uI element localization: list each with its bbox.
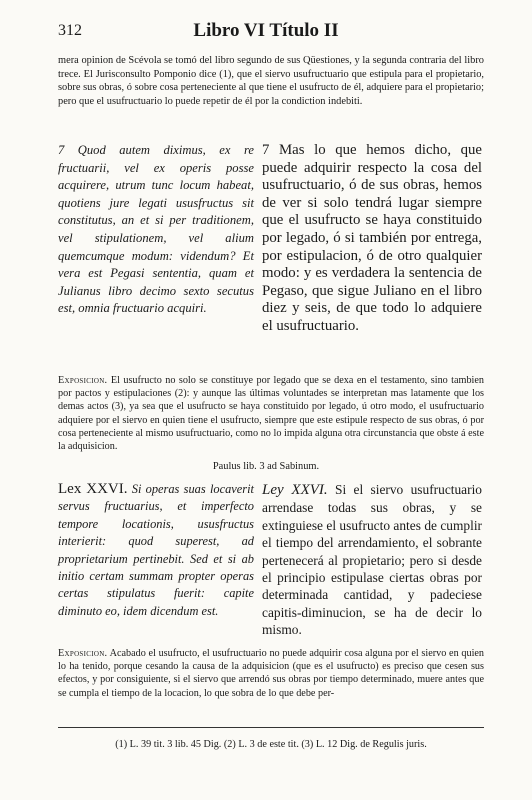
exposicion-2-label: Exposicion. xyxy=(58,648,108,659)
exposicion-2 xyxy=(58,647,484,700)
running-title: Libro VI Título II xyxy=(193,20,339,41)
spanish-ley-26 xyxy=(262,481,482,639)
exposicion-2-text: Acabado el usufructo, el usufructuario no puede adquirir cosa alguna por el siervo en quien lo ha tenido, porque cesando la causa de la adquisicion (que es el usufructo) es preciso que cesen sus efectos, y por consiguiente, si el siervo que arrendó sus obras por tiempo determinado, muere antes que se cumpla el tiempo de la locacion, lo que sobra de lo que debe per- xyxy=(58,648,485,699)
running-header xyxy=(58,22,474,48)
exposicion-1 xyxy=(58,374,484,453)
spanish-ley-text: Si el siervo usufructuario arrendase todas sus obras, y se extinguiese el usufructo antes de cumplir el tiempo del arrendamiento, el sobrante pertenecerá al propietario; pero si desde el principio estipulase ciertas obras por determinada cantidad, y padeciese capitis-diminucion, se ha de decir lo mismo. xyxy=(262,482,482,638)
footnotes: (1) L. 39 tit. 3 lib. 45 Dig. (2) L. 3 de este tit. (3) L. 12 Dig. de Regulis juris. xyxy=(115,739,427,750)
latin-lex-heading: Lex XXVI. xyxy=(58,481,128,497)
latin-section-7: 7 Quod autem diximus, ex re fructuarii, vel ex operis posse acquirere, utrum tunc locum habeat, quotiens jure legati ususfructus sit constitutus, an et si per traditionem, vel stipulationem, vel alium quemcumque modum: videndum? Et vera est Pegasi sententia, quam et Julianus libro decimo sexto secutus est, omnia fructuario acquiri. xyxy=(58,143,254,316)
latin-lex-text: Si operas suas locaverit servus fructuarius, et imperfecto tempore locationis, ususfructus interierit: quod superest, ad proprietarium pertinebit. Sed et si ab initio certam summam propter operas certas stipulatus fuerit: capite diminuto eo, idem dicendum est. xyxy=(58,482,254,618)
latin-lex-26 xyxy=(58,481,254,620)
page-number: 312 xyxy=(58,22,82,39)
spanish-section-7: 7 Mas lo que hemos dicho, que puede adquirir respecto la cosa del usufructuario, ó de sus obras, hemos de ver si solo tendrá lugar siempre que el usufructo se haya constituido por legado, ó si también por entrega, por estipulacion, ó de otro qualquier modo: y es verdadera la sentencia de Pegaso, que sigue Juliano en el libro diez y seis, de que todo lo adquiere el usufructuario. xyxy=(262,142,482,334)
exposicion-1-label: Exposicion. xyxy=(58,375,108,386)
spanish-ley-heading: Ley XXVI. xyxy=(262,482,328,498)
footnote-rule xyxy=(58,727,484,728)
intro-paragraph: mera opinion de Scévola se tomó del libro segundo de sus Qüestiones, y la segunda contraria del libro trece. El Jurisconsulto Pomponio dice (1), que el siervo usufructuario que estipula para el propietario, sobre sus obras, ó sobre cosa perteneciente al que tiene el usufructo de él, adquiere para el propietario; pero que el usufructuario lo puede repetir de él por la condiction indebiti. xyxy=(58,55,484,107)
source-citation: Paulus lib. 3 ad Sabinum. xyxy=(212,461,320,472)
exposicion-1-text: El usufructo no solo se constituye por legado que se dexa en el testamento, sino tambien por pactos y estipulaciones (2): y aunque las últimas voluntades se interpretan mas latamente que los demas actos (3), ya sea que el usufructo se haya constituido por legado, ú otro modo, el usufructuario adquiere por el siervo en quien tiene el usufructo, siempre que este estipule respecto de sus obras, ó por cosa perteneciente al mismo usufructuario, como no lo impida alguna otra circunstancia que obste á este la adquisicion. xyxy=(58,375,485,453)
